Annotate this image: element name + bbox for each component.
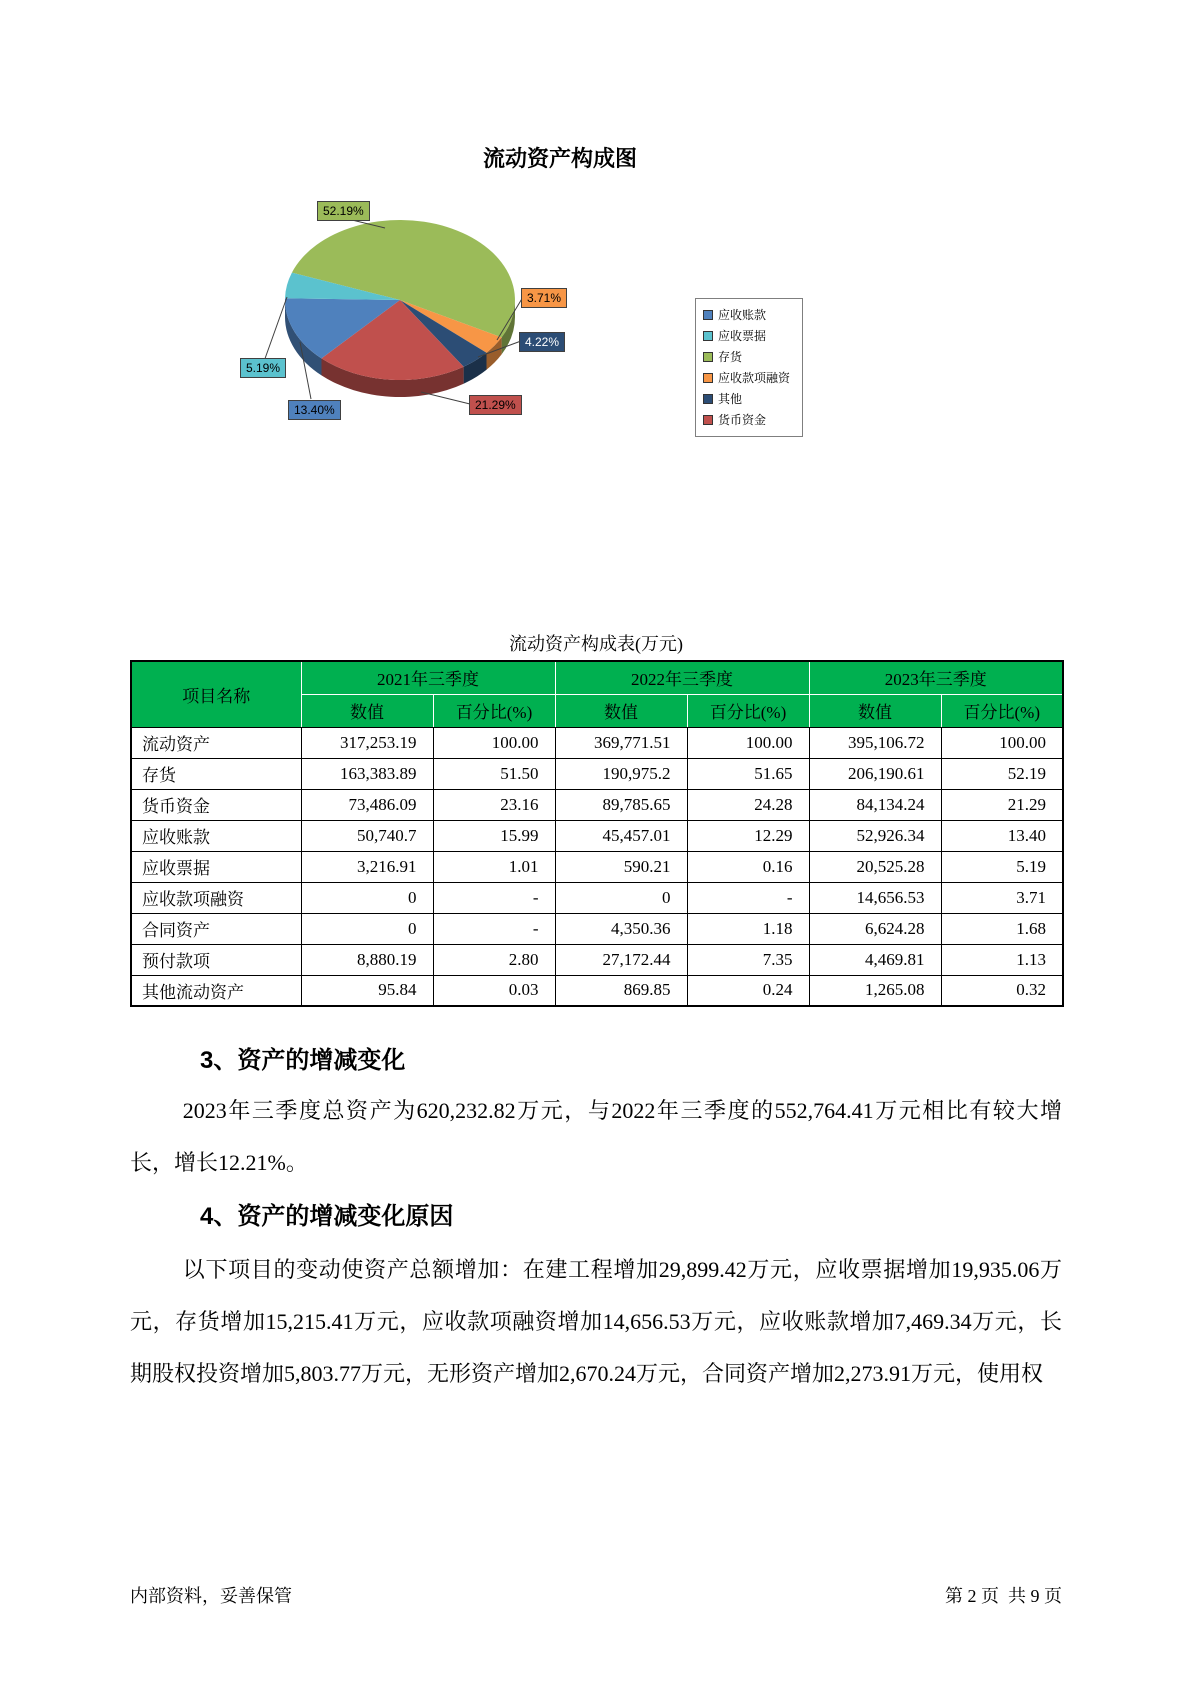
header-2021q3: 2021年三季度 — [301, 661, 555, 694]
cell-value: 100.00 — [433, 727, 555, 758]
cell-value: 27,172.44 — [555, 944, 687, 975]
row-label: 其他流动资产 — [131, 975, 301, 1006]
table-row — [131, 944, 1063, 975]
table-row — [131, 851, 1063, 882]
footer-page-number: 第 2 页 共 9 页 — [945, 1586, 1062, 1606]
cell-value: 3,216.91 — [301, 851, 433, 882]
table-row — [131, 882, 1063, 913]
cell-value: 100.00 — [687, 727, 809, 758]
cell-value: 52,926.34 — [809, 820, 941, 851]
cell-value: 3.71 — [941, 882, 1063, 913]
table-body — [131, 727, 1063, 1006]
legend-swatch-icon — [703, 331, 713, 341]
legend-item-应收账款 — [703, 309, 795, 321]
current-assets-table — [130, 660, 1064, 1007]
section-3-heading: 3、资产的增减变化 — [200, 1047, 406, 1074]
row-label: 货币资金 — [131, 789, 301, 820]
cell-value: 6,624.28 — [809, 913, 941, 944]
pie-label-其他: 4.22% — [519, 332, 565, 352]
legend-swatch-icon — [703, 373, 713, 383]
cell-value: - — [687, 882, 809, 913]
cell-value: 84,134.24 — [809, 789, 941, 820]
legend-swatch-icon — [703, 415, 713, 425]
cell-value: 0 — [555, 882, 687, 913]
cell-value: 0 — [301, 882, 433, 913]
row-label: 应收款项融资 — [131, 882, 301, 913]
cell-value: 45,457.01 — [555, 820, 687, 851]
legend-label: 应收账款 — [718, 308, 767, 322]
cell-value: 23.16 — [433, 789, 555, 820]
cell-value: 2.80 — [433, 944, 555, 975]
footer-confidential-note: 内部资料，妥善保管 — [130, 1586, 292, 1606]
row-label: 预付款项 — [131, 944, 301, 975]
legend-label: 货币资金 — [718, 413, 767, 427]
legend-label: 存货 — [718, 350, 743, 364]
cell-value: 52.19 — [941, 758, 1063, 789]
legend-item-其他 — [703, 393, 795, 405]
cell-value: 163,383.89 — [301, 758, 433, 789]
cell-value: 369,771.51 — [555, 727, 687, 758]
row-label: 应收账款 — [131, 820, 301, 851]
cell-value: 317,253.19 — [301, 727, 433, 758]
legend-item-应收票据 — [703, 330, 795, 342]
legend-item-存货 — [703, 351, 795, 363]
row-label: 流动资产 — [131, 727, 301, 758]
subheader-percent: 百分比(%) — [687, 694, 809, 727]
table-row — [131, 975, 1063, 1006]
legend-label: 其他 — [718, 392, 743, 406]
pie-label-应收款项融资: 3.71% — [521, 288, 567, 308]
cell-value: 869.85 — [555, 975, 687, 1006]
cell-value: 24.28 — [687, 789, 809, 820]
cell-value: 14,656.53 — [809, 882, 941, 913]
table-row — [131, 820, 1063, 851]
cell-value: 395,106.72 — [809, 727, 941, 758]
cell-value: 8,880.19 — [301, 944, 433, 975]
legend-label: 应收票据 — [718, 329, 767, 343]
cell-value: 1.68 — [941, 913, 1063, 944]
pie-label-leader-line — [262, 297, 287, 367]
subheader-percent: 百分比(%) — [941, 694, 1063, 727]
legend-label: 应收款项融资 — [718, 371, 791, 385]
cell-value: 0.32 — [941, 975, 1063, 1006]
header-2023q3: 2023年三季度 — [809, 661, 1063, 694]
cell-value: 51.65 — [687, 758, 809, 789]
cell-value: 15.99 — [433, 820, 555, 851]
cell-value: 73,486.09 — [301, 789, 433, 820]
table-row — [131, 913, 1063, 944]
cell-value: 89,785.65 — [555, 789, 687, 820]
cell-value: 590.21 — [555, 851, 687, 882]
pie-label-货币资金: 21.29% — [469, 395, 522, 415]
cell-value: 95.84 — [301, 975, 433, 1006]
table-row — [131, 758, 1063, 789]
section-4-heading: 4、资产的增减变化原因 — [200, 1203, 454, 1230]
subheader-value: 数值 — [301, 694, 433, 727]
legend-item-货币资金 — [703, 414, 795, 426]
cell-value: 190,975.2 — [555, 758, 687, 789]
table-row — [131, 727, 1063, 758]
cell-value: 7.35 — [687, 944, 809, 975]
row-label: 应收票据 — [131, 851, 301, 882]
cell-value: 1,265.08 — [809, 975, 941, 1006]
row-label: 合同资产 — [131, 913, 301, 944]
pie-label-存货: 52.19% — [317, 201, 370, 221]
pie-label-应收账款: 13.40% — [288, 400, 341, 420]
cell-value: 5.19 — [941, 851, 1063, 882]
pie-label-应收票据: 5.19% — [240, 358, 286, 378]
table-title: 流动资产构成表(万元) — [509, 634, 683, 654]
cell-value: 1.01 — [433, 851, 555, 882]
chart-legend — [695, 298, 803, 437]
chart-title: 流动资产构成图 — [482, 146, 637, 171]
subheader-percent: 百分比(%) — [433, 694, 555, 727]
legend-swatch-icon — [703, 394, 713, 404]
cell-value: 50,740.7 — [301, 820, 433, 851]
header-2022q3: 2022年三季度 — [555, 661, 809, 694]
cell-value: 13.40 — [941, 820, 1063, 851]
header-item-name: 项目名称 — [131, 661, 301, 727]
table-header — [131, 661, 1063, 727]
cell-value: 100.00 — [941, 727, 1063, 758]
cell-value: 21.29 — [941, 789, 1063, 820]
table-row — [131, 789, 1063, 820]
cell-value: 12.29 — [687, 820, 809, 851]
legend-swatch-icon — [703, 310, 713, 320]
cell-value: 4,469.81 — [809, 944, 941, 975]
cell-value: 0.16 — [687, 851, 809, 882]
section-3-paragraph: 2023年三季度总资产为620,232.82万元，与2022年三季度的552,764.41万元相比有较大增长，增长12.21%。 — [130, 1098, 1062, 1175]
cell-value: 4,350.36 — [555, 913, 687, 944]
cell-value: 1.18 — [687, 913, 809, 944]
cell-value: 0.03 — [433, 975, 555, 1006]
subheader-value: 数值 — [555, 694, 687, 727]
subheader-value: 数值 — [809, 694, 941, 727]
legend-item-应收款项融资 — [703, 372, 795, 384]
section-4-paragraph: 以下项目的变动使资产总额增加：在建工程增加29,899.42万元，应收票据增加19,935.06万元，存货增加15,215.41万元，应收款项融资增加14,656.53万元，应收账款增加7,469.34万元，长期股权投资增加5,803.77万元，无形资产增加2,670.24万元，合同资产增加2,273.91万元，使用权 — [130, 1257, 1062, 1386]
cell-value: - — [433, 913, 555, 944]
cell-value: 0.24 — [687, 975, 809, 1006]
pie-label-leader-line — [421, 392, 470, 404]
legend-swatch-icon — [703, 352, 713, 362]
row-label: 存货 — [131, 758, 301, 789]
cell-value: 51.50 — [433, 758, 555, 789]
cell-value: 1.13 — [941, 944, 1063, 975]
cell-value: - — [433, 882, 555, 913]
cell-value: 206,190.61 — [809, 758, 941, 789]
cell-value: 0 — [301, 913, 433, 944]
cell-value: 20,525.28 — [809, 851, 941, 882]
